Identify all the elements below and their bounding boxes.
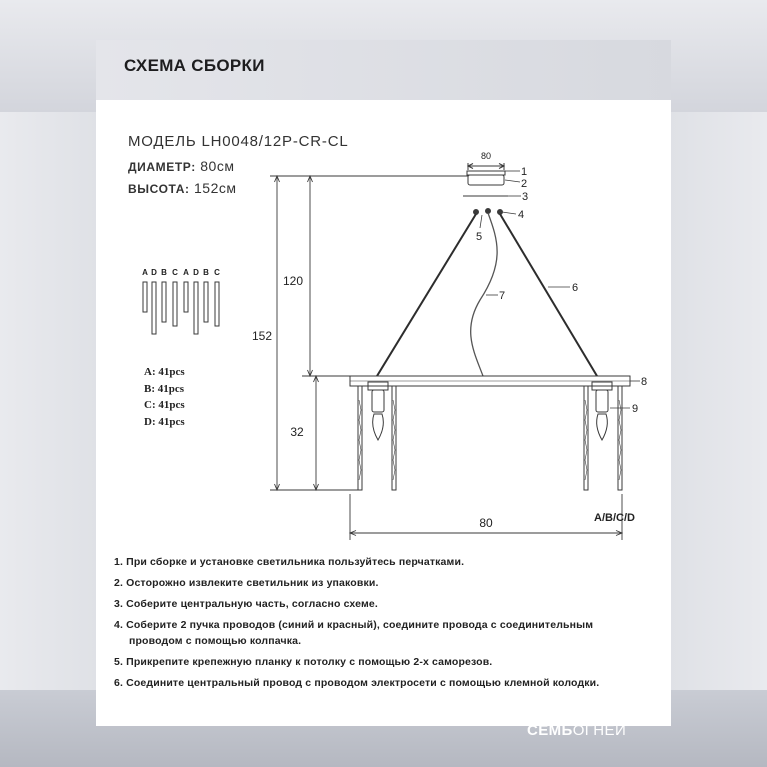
right-bulb	[597, 414, 608, 440]
crystal-letter: B	[203, 268, 209, 277]
parts-legend-item: C: 41pcs	[144, 399, 185, 411]
callout-1: 1	[521, 166, 528, 178]
crystal-letter: A	[142, 268, 148, 277]
body-width-label: 80	[479, 516, 493, 530]
callout-7: 7	[499, 290, 506, 302]
height-label: ВЫСОТА:	[128, 182, 190, 196]
diameter-label: ДИАМЕТР:	[128, 160, 196, 174]
instruction-step: 2. Осторожно извлеките светильник из упаковки.	[114, 577, 379, 589]
instruction-step: 1. При сборке и установке светильника пользуйтесь перчатками.	[114, 556, 465, 568]
instruction-step: 5. Прикрепите крепежную планку к потолку с помощью 2-х саморезов.	[114, 656, 493, 668]
instruction-step: 4. Соберите 2 пучка проводов (синий и красный), соедините провода с соединительным	[114, 619, 594, 631]
callout-3: 3	[522, 191, 529, 203]
crystal-letter: C	[214, 268, 220, 277]
instruction-step: 6. Соедините центральный провод с проводом электросети с помощью клемной колодки.	[114, 677, 600, 689]
brand-part-1: СЕМЬ	[527, 722, 573, 739]
ceiling-canopy	[463, 171, 508, 196]
brand-logo	[527, 722, 626, 739]
crystal-sample-d	[152, 282, 156, 334]
model-name: МОДЕЛЬ LH0048/12P-CR-CL	[128, 133, 349, 150]
parts-legend-item: A: 41pcs	[144, 366, 185, 378]
callout-8: 8	[641, 376, 648, 388]
diameter-value: 80см	[200, 158, 235, 174]
right-socket	[596, 390, 608, 412]
left-socket	[372, 390, 384, 412]
crystal-sample-a	[184, 282, 188, 312]
crystal-sample-a	[143, 282, 147, 312]
crystal-sample-c	[215, 282, 219, 326]
crystal-letter: D	[193, 268, 199, 277]
instruction-step: 3. Соберите центральную часть, согласно схеме.	[114, 598, 378, 610]
callout-4: 4	[518, 209, 525, 221]
canopy-width-label: 80	[480, 151, 492, 161]
callout-6: 6	[572, 282, 579, 294]
suspension-height-label: 120	[282, 274, 304, 288]
crystal-samples	[143, 282, 219, 334]
central-wire	[471, 213, 497, 376]
crystal-letter: A	[183, 268, 189, 277]
left-bulb	[373, 414, 384, 440]
height-value: 152см	[194, 180, 237, 196]
crystal-sample-b	[162, 282, 166, 322]
body-height-label: 32	[290, 425, 304, 439]
height-dimensions	[270, 176, 468, 490]
page-title: СХЕМА СБОРКИ	[124, 56, 265, 75]
light-bulbs	[372, 390, 608, 440]
crystal-sample-c	[173, 282, 177, 326]
crystal-letter: C	[172, 268, 178, 277]
brand-part-2: ОГНЕЙ	[572, 722, 627, 739]
parts-legend-item: D: 41pcs	[144, 415, 185, 428]
crystal-pendants	[358, 386, 622, 490]
parts-legend-item: B: 41pcs	[144, 382, 185, 395]
crystal-sample-b	[204, 282, 208, 322]
callout-5: 5	[476, 231, 483, 243]
crystal-letter: D	[151, 268, 157, 277]
parts-legend	[144, 366, 185, 432]
crystal-types-label: A/B/C/D	[594, 512, 635, 524]
instruction-step-continuation: проводом с помощью колпачка.	[129, 635, 302, 647]
crystal-sample-d	[194, 282, 198, 334]
canopy-width-dimension	[468, 163, 504, 170]
mounting-bar	[467, 171, 505, 175]
crystal-letter: B	[161, 268, 167, 277]
callout-2: 2	[521, 178, 528, 190]
callout-9: 9	[632, 403, 639, 415]
canopy-cup	[468, 175, 504, 185]
total-height-label: 152	[251, 329, 273, 343]
